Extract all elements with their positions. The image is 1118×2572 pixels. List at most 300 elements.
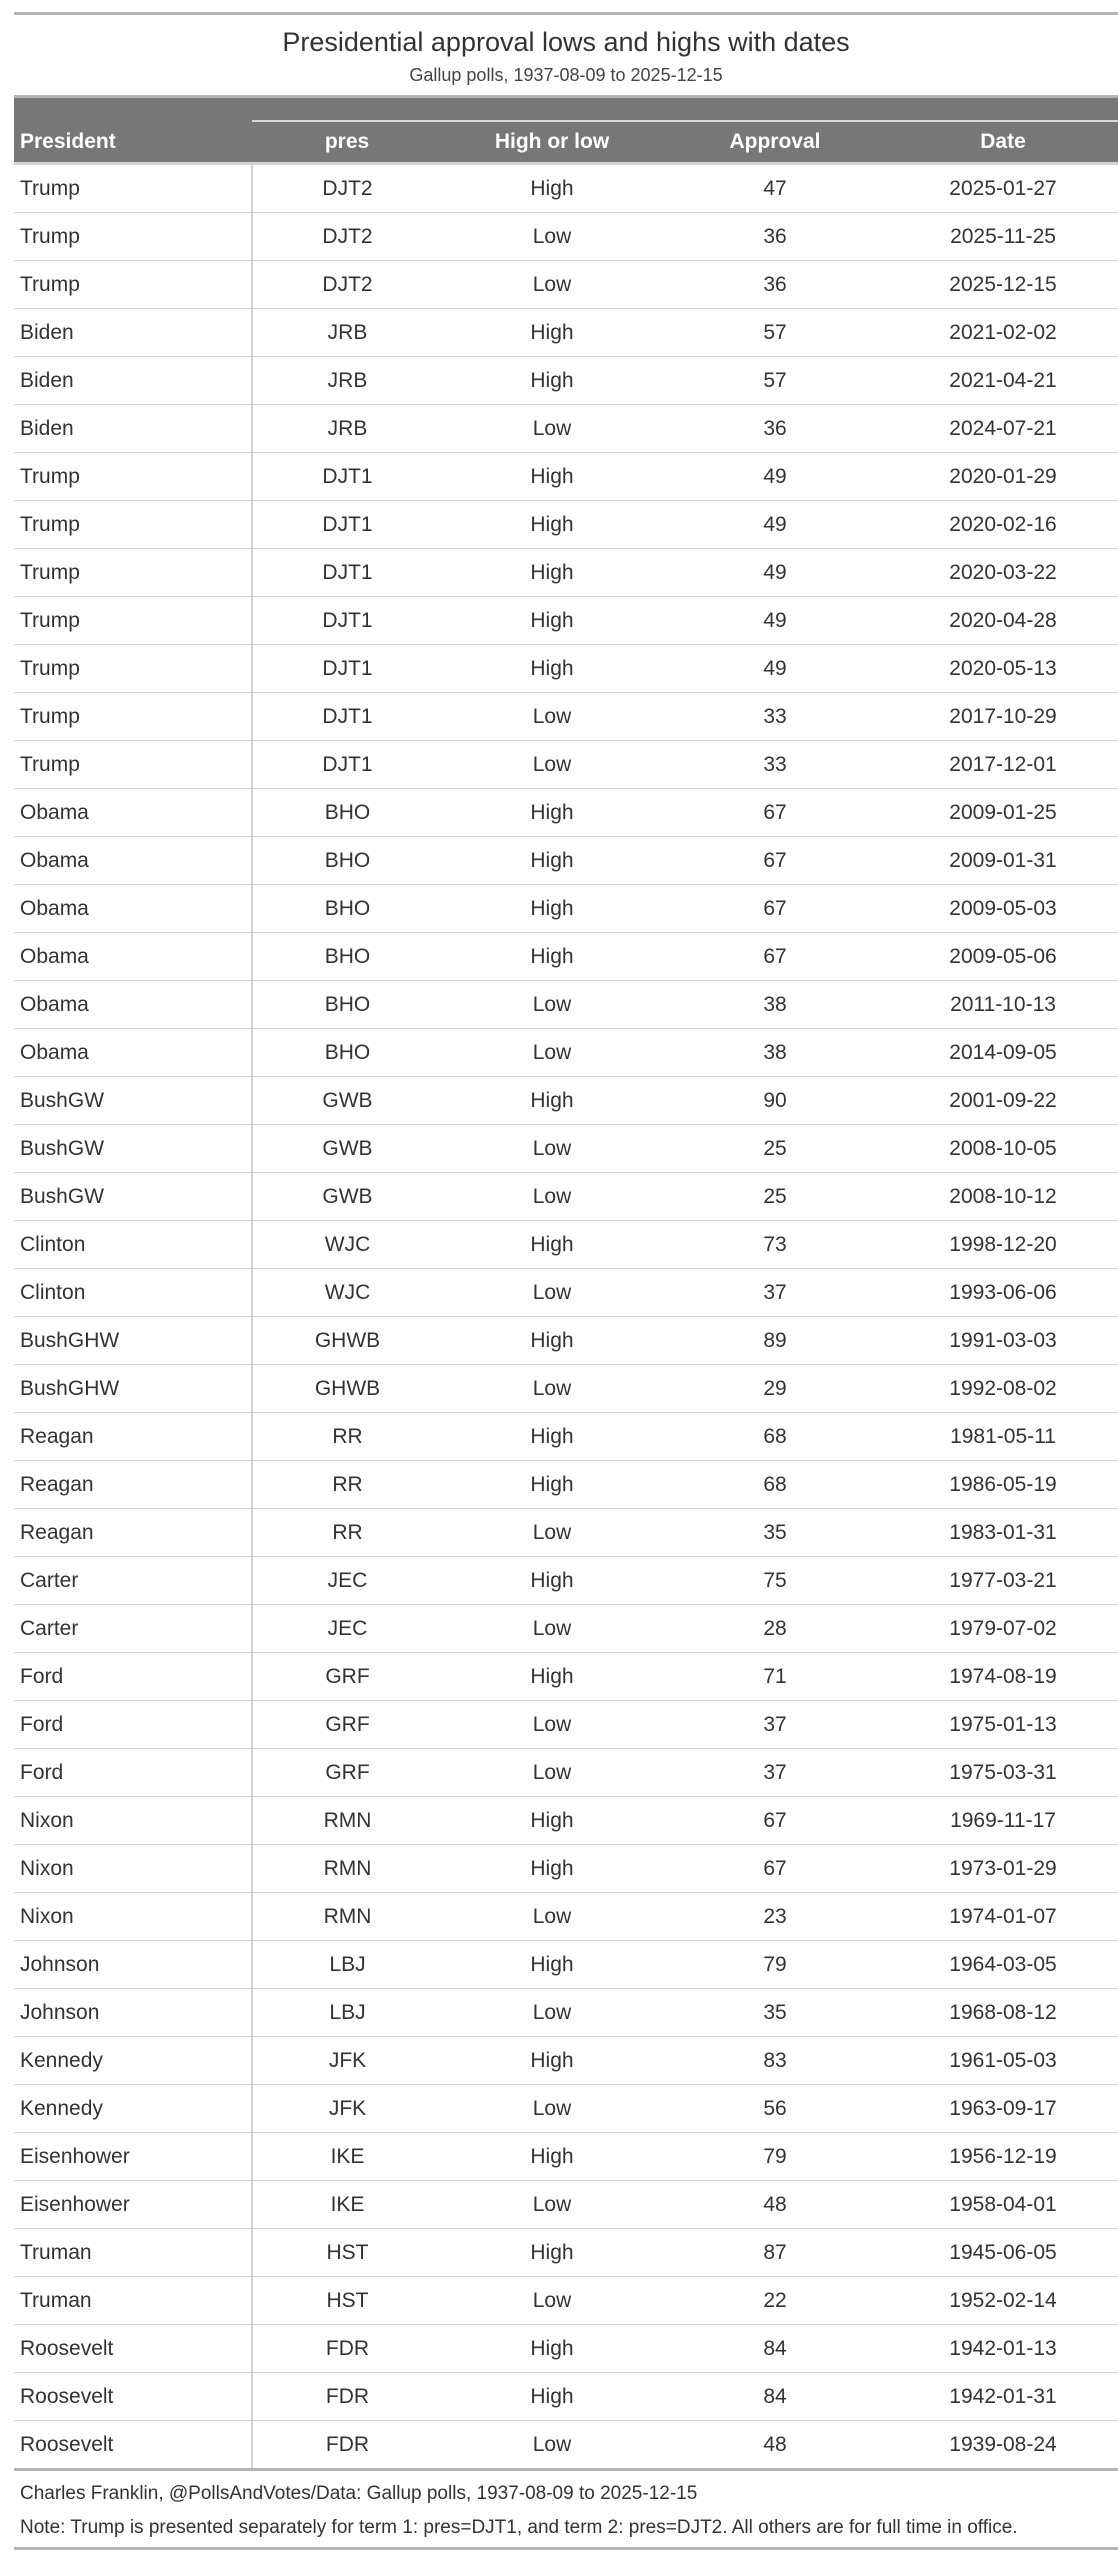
president-cell: Reagan [14, 1509, 252, 1557]
table-row [14, 597, 1118, 645]
president-cell: Biden [14, 405, 252, 453]
president-cell: Trump [14, 597, 252, 645]
date-cell: 2025-12-15 [888, 261, 1118, 309]
approval-cell: 33 [662, 741, 888, 789]
approval-cell: 49 [662, 645, 888, 693]
top-rule [14, 12, 1118, 15]
spanner-stub-cell [14, 98, 252, 121]
high-low-cell: Low [442, 1029, 662, 1077]
approval-cell: 38 [662, 981, 888, 1029]
high-low-cell: High [442, 501, 662, 549]
high-low-cell: High [442, 549, 662, 597]
president-cell: Ford [14, 1701, 252, 1749]
bottom-rule [14, 2547, 1118, 2550]
approval-cell: 37 [662, 1749, 888, 1797]
date-cell: 1942-01-13 [888, 2325, 1118, 2373]
president-cell: Trump [14, 549, 252, 597]
column-header-approval: Approval [662, 121, 888, 164]
high-low-cell: High [442, 1557, 662, 1605]
pres-cell: JRB [252, 309, 442, 357]
high-low-cell: Low [442, 2421, 662, 2470]
approval-cell: 48 [662, 2181, 888, 2229]
pres-cell: RR [252, 1509, 442, 1557]
pres-cell: DJT1 [252, 501, 442, 549]
approval-cell: 57 [662, 309, 888, 357]
date-cell: 1961-05-03 [888, 2037, 1118, 2085]
president-cell: Roosevelt [14, 2325, 252, 2373]
pres-cell: BHO [252, 933, 442, 981]
high-low-cell: Low [442, 1269, 662, 1317]
high-low-cell: Low [442, 213, 662, 261]
president-cell: Kennedy [14, 2085, 252, 2133]
high-low-cell: Low [442, 2085, 662, 2133]
high-low-cell: High [442, 597, 662, 645]
date-cell: 2009-01-31 [888, 837, 1118, 885]
approval-cell: 22 [662, 2277, 888, 2325]
approval-cell: 89 [662, 1317, 888, 1365]
table-row [14, 2133, 1118, 2181]
table-row [14, 213, 1118, 261]
high-low-cell: Low [442, 1365, 662, 1413]
column-header-high-low: High or low [442, 121, 662, 164]
high-low-cell: High [442, 837, 662, 885]
pres-cell: BHO [252, 1029, 442, 1077]
table-row [14, 1989, 1118, 2037]
table-row [14, 1173, 1118, 1221]
pres-cell: DJT1 [252, 741, 442, 789]
high-low-cell: Low [442, 1749, 662, 1797]
table-body [14, 164, 1118, 2470]
approval-cell: 23 [662, 1893, 888, 1941]
president-cell: Clinton [14, 1269, 252, 1317]
table-row [14, 2421, 1118, 2470]
approval-cell: 83 [662, 2037, 888, 2085]
table-row [14, 261, 1118, 309]
footnote: Note: Trump is presented separately for term 1: pres=DJT1, and term 2: pres=DJT2. All others are for full time in office. [20, 2517, 1018, 2538]
column-header-date: Date [888, 121, 1118, 164]
pres-cell: GWB [252, 1125, 442, 1173]
date-cell: 2001-09-22 [888, 1077, 1118, 1125]
president-cell: Johnson [14, 1941, 252, 1989]
table-row [14, 309, 1118, 357]
pres-cell: DJT1 [252, 693, 442, 741]
date-cell: 1981-05-11 [888, 1413, 1118, 1461]
date-cell: 2008-10-05 [888, 1125, 1118, 1173]
approval-table-page [14, 12, 1118, 2550]
table-row [14, 1413, 1118, 1461]
president-cell: Clinton [14, 1221, 252, 1269]
table-title: Presidential approval lows and highs with dates [282, 27, 850, 57]
president-cell: BushGW [14, 1077, 252, 1125]
approval-cell: 49 [662, 549, 888, 597]
date-cell: 2020-05-13 [888, 645, 1118, 693]
date-cell: 1973-01-29 [888, 1845, 1118, 1893]
approval-cell: 67 [662, 837, 888, 885]
high-low-cell: High [442, 2325, 662, 2373]
pres-cell: FDR [252, 2373, 442, 2421]
pres-cell: JRB [252, 405, 442, 453]
pres-cell: JEC [252, 1605, 442, 1653]
president-cell: Trump [14, 693, 252, 741]
high-low-cell: High [442, 1941, 662, 1989]
table-row [14, 357, 1118, 405]
high-low-cell: High [442, 1077, 662, 1125]
approval-cell: 73 [662, 1221, 888, 1269]
pres-cell: FDR [252, 2421, 442, 2470]
approval-table [14, 98, 1118, 2471]
president-cell: Reagan [14, 1461, 252, 1509]
pres-cell: IKE [252, 2133, 442, 2181]
approval-cell: 68 [662, 1461, 888, 1509]
approval-cell: 37 [662, 1269, 888, 1317]
high-low-cell: High [442, 1797, 662, 1845]
high-low-cell: Low [442, 2181, 662, 2229]
pres-cell: BHO [252, 885, 442, 933]
high-low-cell: High [442, 1221, 662, 1269]
date-cell: 1993-06-06 [888, 1269, 1118, 1317]
date-cell: 1983-01-31 [888, 1509, 1118, 1557]
high-low-cell: High [442, 2229, 662, 2277]
table-row [14, 1317, 1118, 1365]
source-note: Charles Franklin, @PollsAndVotes/Data: Gallup polls, 1937-08-09 to 2025-12-15 [20, 2483, 698, 2504]
approval-cell: 49 [662, 597, 888, 645]
table-row [14, 1653, 1118, 1701]
pres-cell: DJT1 [252, 597, 442, 645]
table-row [14, 1797, 1118, 1845]
approval-cell: 84 [662, 2373, 888, 2421]
table-row [14, 2181, 1118, 2229]
high-low-cell: Low [442, 1989, 662, 2037]
high-low-cell: High [442, 789, 662, 837]
table-row [14, 549, 1118, 597]
approval-cell: 67 [662, 1845, 888, 1893]
president-cell: Reagan [14, 1413, 252, 1461]
column-header-pres: pres [252, 121, 442, 164]
approval-cell: 36 [662, 405, 888, 453]
high-low-cell: High [442, 2373, 662, 2421]
table-row [14, 1221, 1118, 1269]
president-cell: Trump [14, 164, 252, 213]
president-cell: BushGHW [14, 1317, 252, 1365]
president-cell: Carter [14, 1605, 252, 1653]
approval-cell: 35 [662, 1509, 888, 1557]
pres-cell: JEC [252, 1557, 442, 1605]
date-cell: 1979-07-02 [888, 1605, 1118, 1653]
approval-cell: 25 [662, 1173, 888, 1221]
table-row [14, 837, 1118, 885]
approval-cell: 36 [662, 213, 888, 261]
pres-cell: HST [252, 2277, 442, 2325]
date-cell: 2009-05-03 [888, 885, 1118, 933]
president-cell: Trump [14, 261, 252, 309]
high-low-cell: High [442, 1653, 662, 1701]
date-cell: 2020-01-29 [888, 453, 1118, 501]
approval-cell: 90 [662, 1077, 888, 1125]
high-low-cell: Low [442, 1605, 662, 1653]
pres-cell: DJT2 [252, 213, 442, 261]
approval-cell: 67 [662, 885, 888, 933]
approval-cell: 67 [662, 789, 888, 837]
approval-cell: 87 [662, 2229, 888, 2277]
high-low-cell: Low [442, 1509, 662, 1557]
table-row [14, 1365, 1118, 1413]
pres-cell: JFK [252, 2037, 442, 2085]
pres-cell: DJT2 [322, 176, 373, 200]
president-cell: Carter [14, 1557, 252, 1605]
pres-cell: RR [252, 1413, 442, 1461]
table-row [14, 1077, 1118, 1125]
president-cell: Trump [14, 741, 252, 789]
approval-cell: 67 [662, 1797, 888, 1845]
table-row [14, 789, 1118, 837]
date-cell: 1945-06-05 [888, 2229, 1118, 2277]
approval-cell: 84 [662, 2325, 888, 2373]
pres-cell: WJC [252, 1269, 442, 1317]
table-row [14, 501, 1118, 549]
pres-cell: RMN [252, 1797, 442, 1845]
president-cell: Biden [14, 357, 252, 405]
high-low-cell: Low [442, 405, 662, 453]
table-row [14, 1269, 1118, 1317]
date-cell: 1963-09-17 [888, 2085, 1118, 2133]
table-row [14, 1125, 1118, 1173]
table-row [14, 2277, 1118, 2325]
approval-cell: 75 [662, 1557, 888, 1605]
high-low-cell: High [442, 2133, 662, 2181]
column-header-president: President [14, 121, 252, 164]
president-cell: Trump [14, 213, 252, 261]
approval-cell: 36 [662, 261, 888, 309]
approval-cell: 48 [662, 2421, 888, 2470]
date-cell: 1974-08-19 [888, 1653, 1118, 1701]
approval-cell: 79 [662, 1941, 888, 1989]
president-cell: BushGHW [14, 1365, 252, 1413]
pres-cell: DJT1 [252, 453, 442, 501]
date-cell: 1969-11-17 [888, 1797, 1118, 1845]
pres-cell: IKE [252, 2181, 442, 2229]
table-row [14, 1557, 1118, 1605]
high-low-cell: High [442, 453, 662, 501]
pres-cell: RMN [252, 1893, 442, 1941]
table-row [14, 405, 1118, 453]
pres-cell: WJC [252, 1221, 442, 1269]
approval-cell: 57 [662, 357, 888, 405]
date-cell: 1939-08-24 [888, 2421, 1118, 2470]
president-cell: BushGW [14, 1125, 252, 1173]
high-low-cell: Low [442, 741, 662, 789]
president-cell: Nixon [14, 1845, 252, 1893]
date-cell: 2021-04-21 [888, 357, 1118, 405]
approval-cell: 68 [662, 1413, 888, 1461]
high-low-cell: High [442, 933, 662, 981]
table-row [14, 1893, 1118, 1941]
date-cell: 1974-01-07 [888, 1893, 1118, 1941]
pres-cell: RR [252, 1461, 442, 1509]
president-cell: Ford [14, 1749, 252, 1797]
table-row [14, 2085, 1118, 2133]
approval-cell: 29 [662, 1365, 888, 1413]
pres-cell: FDR [252, 2325, 442, 2373]
table-row [14, 1461, 1118, 1509]
date-cell: 1975-01-13 [888, 1701, 1118, 1749]
approval-cell: 49 [662, 501, 888, 549]
date-cell: 2011-10-13 [888, 981, 1118, 1029]
president-cell: Truman [14, 2229, 252, 2277]
pres-cell: BHO [252, 837, 442, 885]
president-cell: Roosevelt [14, 2373, 252, 2421]
high-low-cell: Low [442, 1893, 662, 1941]
column-spanner [252, 98, 1118, 121]
table-row [14, 1701, 1118, 1749]
table-row [14, 1749, 1118, 1797]
approval-cell: 37 [662, 1701, 888, 1749]
approval-cell: 38 [662, 1029, 888, 1077]
high-low-cell: High [442, 885, 662, 933]
pres-cell: GHWB [252, 1365, 442, 1413]
date-cell: 1991-03-03 [888, 1317, 1118, 1365]
pres-cell: GRF [252, 1701, 442, 1749]
high-low-cell: High [530, 176, 574, 200]
pres-cell: BHO [252, 789, 442, 837]
table-row [14, 693, 1118, 741]
pres-cell: JRB [252, 357, 442, 405]
table-row [14, 1605, 1118, 1653]
high-low-cell: High [442, 2037, 662, 2085]
pres-cell: DJT1 [252, 549, 442, 597]
high-low-cell: High [442, 645, 662, 693]
high-low-cell: Low [442, 2277, 662, 2325]
high-low-cell: Low [442, 693, 662, 741]
table-row [14, 645, 1118, 693]
president-cell: Truman [14, 2277, 252, 2325]
date-cell: 2008-10-12 [888, 1173, 1118, 1221]
date-cell: 1998-12-20 [888, 1221, 1118, 1269]
president-cell: Obama [14, 933, 252, 981]
high-low-cell: Low [442, 1701, 662, 1749]
president-cell: Obama [14, 1029, 252, 1077]
approval-cell: 67 [662, 933, 888, 981]
approval-cell: 56 [662, 2085, 888, 2133]
president-cell: Trump [14, 501, 252, 549]
date-cell: 2020-04-28 [888, 597, 1118, 645]
approval-cell: 35 [662, 1989, 888, 2037]
date-cell: 1942-01-31 [888, 2373, 1118, 2421]
pres-cell: RMN [252, 1845, 442, 1893]
date-cell: 2009-01-25 [888, 789, 1118, 837]
pres-cell: GRF [252, 1653, 442, 1701]
table-row [14, 2373, 1118, 2421]
pres-cell: DJT1 [252, 645, 442, 693]
president-cell: Obama [14, 837, 252, 885]
approval-cell: 49 [662, 453, 888, 501]
date-cell: 1964-03-05 [888, 1941, 1118, 1989]
table-row [14, 1509, 1118, 1557]
pres-cell: DJT2 [252, 261, 442, 309]
president-cell: Trump [14, 453, 252, 501]
table-row [14, 2229, 1118, 2277]
table-row [14, 1029, 1118, 1077]
date-cell: 2021-02-02 [888, 309, 1118, 357]
pres-cell: LBJ [252, 1989, 442, 2037]
approval-cell: 28 [662, 1605, 888, 1653]
pres-cell: HST [252, 2229, 442, 2277]
approval-cell: 79 [662, 2133, 888, 2181]
table-subtitle: Gallup polls, 1937-08-09 to 2025-12-15 [409, 65, 723, 85]
president-cell: BushGW [14, 1173, 252, 1221]
approval-cell: 33 [662, 693, 888, 741]
table-row [14, 741, 1118, 789]
date-cell: 2024-07-21 [888, 405, 1118, 453]
pres-cell: LBJ [252, 1941, 442, 1989]
pres-cell: GWB [252, 1173, 442, 1221]
president-cell: Obama [14, 981, 252, 1029]
president-cell: Nixon [14, 1893, 252, 1941]
pres-cell: BHO [252, 981, 442, 1029]
date-cell: 1968-08-12 [888, 1989, 1118, 2037]
president-cell: Biden [14, 309, 252, 357]
approval-cell: 47 [763, 176, 787, 200]
president-cell: Ford [14, 1653, 252, 1701]
high-low-cell: High [442, 309, 662, 357]
president-cell: Obama [14, 885, 252, 933]
president-cell: Roosevelt [14, 2421, 252, 2470]
table-row [14, 1941, 1118, 1989]
approval-cell: 71 [662, 1653, 888, 1701]
date-cell: 2025-11-25 [888, 213, 1118, 261]
date-cell: 2025-01-27 [949, 176, 1057, 200]
table-row [14, 885, 1118, 933]
pres-cell: JFK [252, 2085, 442, 2133]
column-spanner-row [14, 98, 1118, 121]
president-cell: Johnson [14, 1989, 252, 2037]
president-cell: Eisenhower [14, 2133, 252, 2181]
table-row [14, 164, 1118, 213]
table-row [14, 1845, 1118, 1893]
date-cell: 1992-08-02 [888, 1365, 1118, 1413]
pres-cell: GHWB [252, 1317, 442, 1365]
high-low-cell: High [442, 1845, 662, 1893]
date-cell: 2020-02-16 [888, 501, 1118, 549]
president-cell: Eisenhower [14, 2181, 252, 2229]
table-row [14, 933, 1118, 981]
high-low-cell: High [442, 357, 662, 405]
date-cell: 1977-03-21 [888, 1557, 1118, 1605]
president-cell: Nixon [14, 1797, 252, 1845]
high-low-cell: Low [442, 1173, 662, 1221]
high-low-cell: High [442, 1413, 662, 1461]
table-row [14, 453, 1118, 501]
table-row [14, 2037, 1118, 2085]
table-row [14, 981, 1118, 1029]
date-cell: 2020-03-22 [888, 549, 1118, 597]
pres-cell: GRF [252, 1749, 442, 1797]
high-low-cell: Low [442, 1125, 662, 1173]
column-header-row [14, 121, 1118, 164]
pres-cell: GWB [252, 1077, 442, 1125]
date-cell: 2009-05-06 [888, 933, 1118, 981]
date-cell: 2017-10-29 [888, 693, 1118, 741]
date-cell: 1975-03-31 [888, 1749, 1118, 1797]
date-cell: 1986-05-19 [888, 1461, 1118, 1509]
date-cell: 2014-09-05 [888, 1029, 1118, 1077]
date-cell: 2017-12-01 [888, 741, 1118, 789]
high-low-cell: High [442, 1461, 662, 1509]
president-cell: Trump [14, 645, 252, 693]
date-cell: 1958-04-01 [888, 2181, 1118, 2229]
date-cell: 1952-02-14 [888, 2277, 1118, 2325]
president-cell: Obama [14, 789, 252, 837]
approval-cell: 25 [662, 1125, 888, 1173]
